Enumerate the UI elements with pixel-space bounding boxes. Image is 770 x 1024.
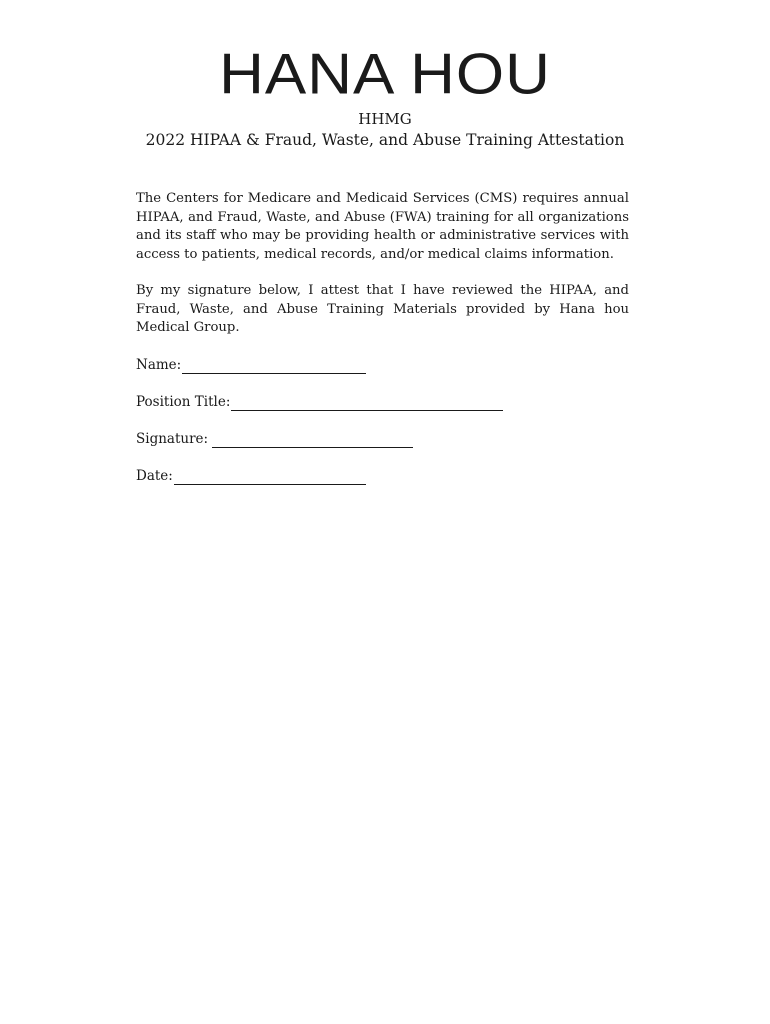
signature-label: Signature: (136, 431, 209, 447)
name-input-line[interactable] (182, 359, 366, 374)
position-title-label: Position Title: (136, 394, 231, 410)
cms-requirement-paragraph: The Centers for Medicare and Medicaid Services (CMS) requires annual HIPAA, and Fraud, Waste, and Abuse (FWA) training for all organizations and its staff who may be providing health or administrative services with access to patients, medical records, and/or medical claims information. (136, 191, 629, 262)
attestation-paragraph: By my signature below, I attest that I have reviewed the HIPAA, and Fraud, Waste, and Abuse Training Materials provided by Hana hou Medical Group. (136, 283, 629, 335)
position-title-field (136, 393, 503, 411)
date-input-line[interactable] (174, 470, 366, 485)
signature-input-line[interactable] (212, 433, 413, 448)
date-field (136, 467, 366, 485)
signature-field (136, 430, 413, 448)
name-label: Name: (136, 357, 182, 373)
hana-hou-logo: HANA HOU (219, 42, 551, 107)
date-label: Date: (136, 468, 173, 484)
name-field (136, 356, 366, 374)
document-title: 2022 HIPAA & Fraud, Waste, and Abuse Training Attestation (145, 131, 625, 149)
position-title-input-line[interactable] (231, 396, 503, 411)
org-abbreviation: HHMG (358, 110, 412, 128)
